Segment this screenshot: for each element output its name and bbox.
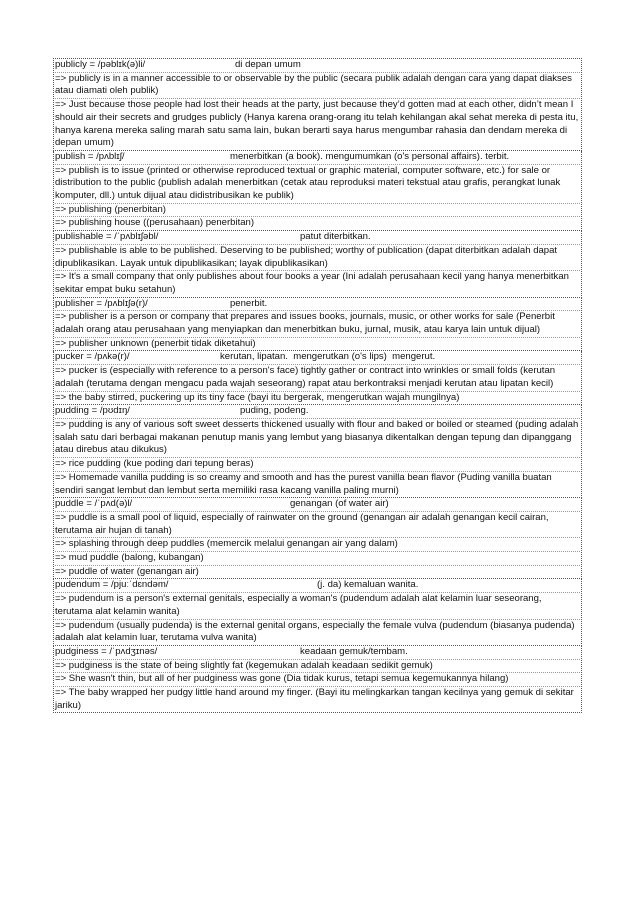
entry-gloss: menerbitkan (a book). mengumumkan (o's personal affairs). terbit. (230, 150, 510, 162)
dictionary-entry (53, 298, 582, 352)
entry-headline (55, 405, 580, 419)
dictionary-entry (53, 498, 582, 579)
entry-term: pudginess = /ˈpʌdʒɪnəs/ (55, 645, 158, 657)
entry-gloss: di depan umum (235, 59, 301, 70)
dictionary-entry (53, 405, 582, 498)
dictionary-entry (53, 351, 582, 405)
entry-line: => publisher unknown (penerbit tidak diketahui) (55, 337, 256, 349)
entry-headline (55, 298, 580, 312)
entry-gloss: keadaan gemuk/tembam. (300, 645, 408, 657)
dictionary-entry (53, 579, 582, 646)
dictionary-entry (53, 151, 582, 231)
entry-line: => splashing through deep puddles (memercik melalui genangan air yang dalam) (55, 538, 580, 552)
entry-line: => publishing house ((perusahaan) penerbitan) (55, 217, 255, 229)
entry-term: publicly = /pəblɪk(ə)li/ (55, 59, 146, 70)
dictionary-entry (53, 58, 582, 151)
entry-gloss: genangan (of water air) (290, 498, 389, 510)
dictionary-entry (53, 646, 582, 714)
entry-gloss: (j. da) kemaluan wanita. (317, 579, 419, 591)
entry-line: => publicly is in a manner accessible to or observable by the public (secara publik adalah dengan cara yang dapat diakses atau diamati oleh publik) (55, 73, 580, 99)
entry-line: => She wasn't thin, but all of her pudginess was gone (Dia tidak kurus, tetapi semua kegemukannya hilang) (55, 673, 580, 687)
entry-line: => The baby wrapped her pudgy little hand around my finger. (Bayi itu melingkarkan tangan kecilnya yang gemuk di sekitar jariku) (55, 687, 574, 711)
entry-line: => publisher is a person or company that prepares and issues books, journals, music, or other works for sale (Penerbit adalah orang atau perusahaan yang menyiapkan dan menerbitkan buku, jurnal, musik, atau karya lain untuk dijual) (55, 311, 580, 337)
entry-line: => puddle of water (genangan air) (55, 565, 199, 577)
dictionary-page (53, 58, 582, 713)
entry-line: => pudendum (usually pudenda) is the external genital organs, especially the female vulva (pudendum (biasanya pudenda) adalah alat kelamin luar, terutama vulva wanita) (55, 619, 575, 644)
entry-line: => pudendum is a person's external genitals, especially a woman's (pudendum adalah alat kelamin luar seseorang, terutama alat kelamin wanita) (55, 593, 580, 619)
entry-line: => Just because those people had lost their heads at the party, just because they’d gotten mad at each other, didn’t mean I should air their secrets and grudges publicly (Hanya karena orang-orang itu telah kehilangan akal sehat mereka di pesta itu, hanya karena mereka saling marah satu sama lain, bukan berarti saya harus mengumbar rahasia dan dendam mereka di depan umum) (55, 99, 579, 149)
entry-line: => rice pudding (kue poding dari tepung beras) (55, 458, 580, 472)
entry-gloss: kerutan, lipatan. mengerutkan (o's lips) mengerut. (220, 351, 436, 363)
entry-headline (55, 231, 580, 245)
entry-line: => pudding is any of various soft sweet desserts thickened usually with flour and baked or boiled or steamed (puding adalah salah satu dari berbagai makanan penutup manis yang lembut yang biasanya dikentalkan dengan tepung dan dipanggang atau direbus atau dikukus) (55, 419, 580, 458)
entry-gloss: puding, podeng. (240, 405, 309, 417)
dictionary-entry (53, 231, 582, 298)
entry-term: pudding = /pʊdɪŋ/ (55, 405, 130, 417)
entry-headline (55, 151, 580, 165)
entry-gloss: patut diterbitkan. (300, 231, 371, 243)
entry-term: publishable = /ˈpʌblɪʃəbl/ (55, 231, 159, 243)
entry-term: publisher = /pʌblɪʃə(r)/ (55, 297, 148, 309)
entry-line: => publishing (penerbitan) (55, 204, 580, 218)
entry-term: publish = /pʌblɪʃ/ (55, 150, 125, 162)
entry-line: => publishable is able to be published. Deserving to be published; worthy of publication (dapat diterbitkan adalah dapat dipublikasikan. Layak untuk dipublikasikan; layak dipublikasikan) (55, 245, 580, 271)
entry-headline (55, 579, 580, 593)
entry-line: => publish is to issue (printed or otherwise reproduced textual or graphic material, computer software, etc.) for sale or distribution to the public (publish adalah menerbitkan (cetak atau reproduksi materi tekstual atau grafis, perangkat lunak komputer, dll.) untuk dijual atau didistribusikan ke publik) (55, 165, 580, 204)
entry-gloss: penerbit. (230, 297, 268, 309)
entry-line: => puddle is a small pool of liquid, especially of rainwater on the ground (genangan air adalah genangan kecil cairan, terutama air hujan di tanah) (55, 512, 580, 538)
entry-headline (55, 59, 580, 73)
entry-headline (55, 498, 580, 512)
entry-line: => Homemade vanilla pudding is so creamy and smooth and has the purest vanilla bean flavor (Puding vanilla buatan sendiri sangat lembut dan lembut serta memiliki rasa kacang vanilla paling murni) (55, 471, 552, 496)
entry-headline (55, 646, 580, 660)
entry-term: pucker = /pʌkə(r)/ (55, 351, 130, 363)
entry-line: => the baby stirred, puckering up its tiny face (bayi itu bergerak, mengerutkan wajah mungilnya) (55, 391, 460, 403)
entry-line: => pucker is (especially with reference to a person's face) tightly gather or contract into wrinkles or small folds (kerutan adalah (terutama dengan mengacu pada wajah seseorang) rapat atau berkontraksi menjadi kerutan atau lipatan kecil) (55, 365, 580, 391)
entry-headline (55, 351, 580, 365)
entry-term: pudendum = /pjuːˈdɛndəm/ (55, 579, 169, 591)
entry-line: => It's a small company that only publishes about four books a year (Ini adalah perusahaan kecil yang hanya menerbitkan sekitar empat buku setahun) (55, 271, 569, 295)
entry-line: => mud puddle (balong, kubangan) (55, 552, 580, 566)
entry-line: => pudginess is the state of being slightly fat (kegemukan adalah keadaan sedikit gemuk) (55, 660, 580, 674)
entry-term: puddle = /ˈpʌd(ə)l/ (55, 498, 133, 510)
